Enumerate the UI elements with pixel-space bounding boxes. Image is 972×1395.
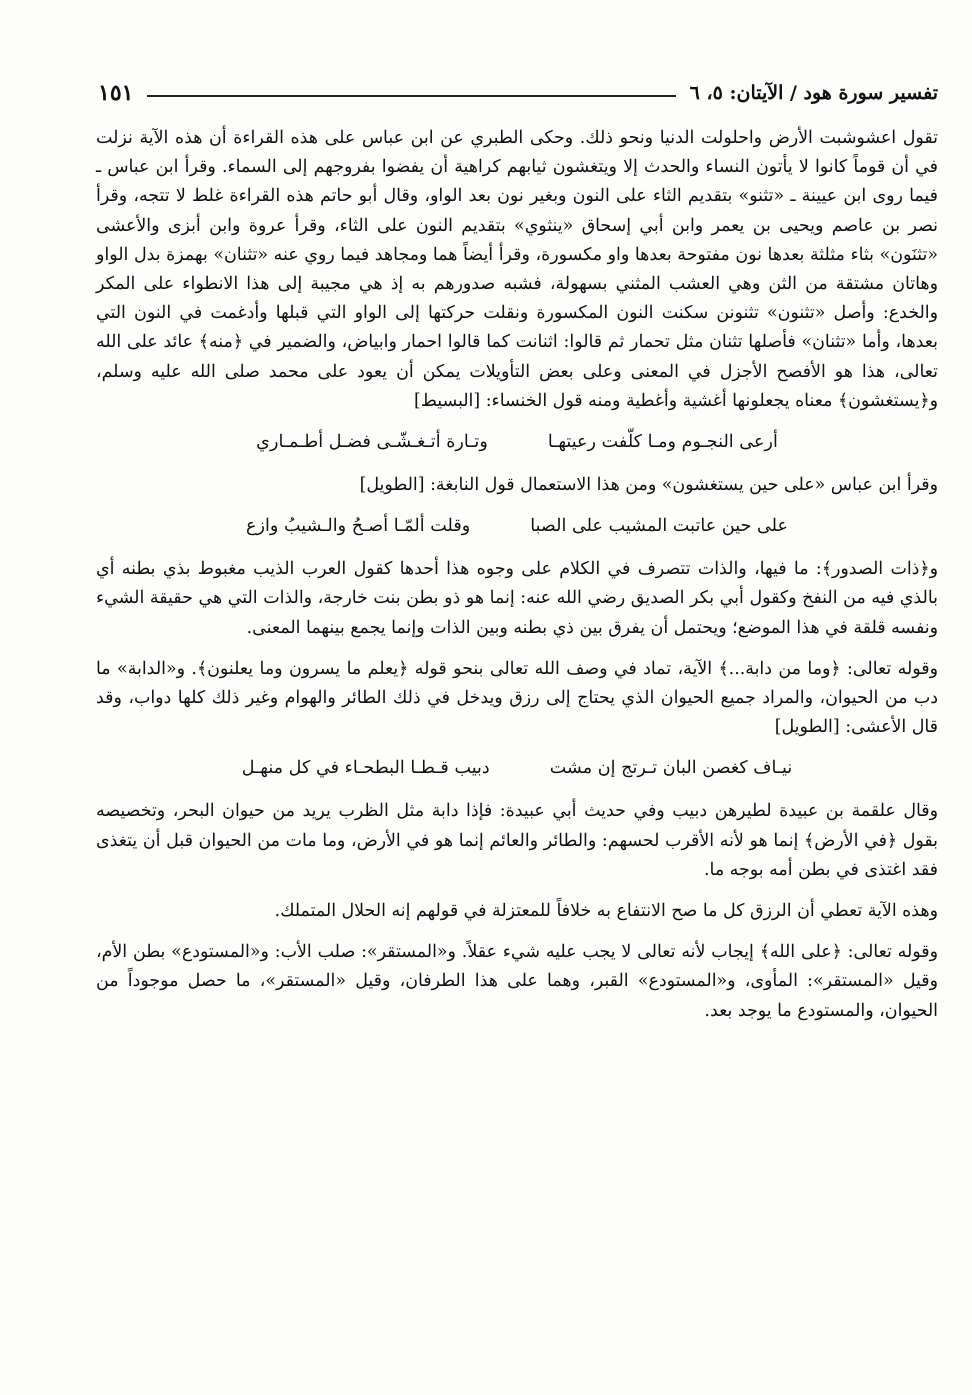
verse-3 [96,754,938,783]
document-page [96,76,938,1376]
verse-1-second-hemistich: وتـارة أتـغـشّـى فضـل أطـمـاري [256,432,488,453]
running-title: تفسير سورة هود / الآيتان: ٥، ٦ [689,82,938,104]
paragraph-5: وقال علقمة بن عبيدة لطيرهن دبيب وفي حديث أبي عبيدة: فإذا دابة مثل الظرب يريد من حيوان البحر، وتخصيصه بقول ﴿في الأرض﴾ إنما هو لأنه الأقرب لحسهم: والطائر والعائم إنما هو في الأرض، وما مات من الحيوان قبل أن يتغذى فقد اغتذى في بطن أمه بوجه ما. [96,801,938,880]
paragraph-2-text: وقرأ ابن عباس «على حين يستغشون» ومن هذا الاستعمال قول النابغة: [430,475,938,496]
header-rule [147,95,675,97]
page-body [96,124,938,1026]
meter-label-1: [البسيط] [413,390,481,411]
verse-2-first-hemistich: على حين عاتبت المشيب على الصبا [530,516,788,537]
verse-1-first-hemistich: أرعى النجـوم ومـا كلّفت رعيتهـا [547,432,778,453]
verse-3-second-hemistich: دبيب قـطـا البطحـاء في كل منهـل [241,758,490,779]
verse-1 [96,428,938,457]
verse-2-second-hemistich: وقلت ألمّـا أصـحُ والـشيبُ وازع [246,516,471,537]
verse-2 [96,512,938,541]
page-number: ١٥١ [98,80,134,106]
verse-3-first-hemistich: نيـاف كغصن البان تـرتج إن مشت [549,758,793,779]
paragraph-2 [96,471,938,500]
page-header [96,76,938,110]
paragraph-6: وهذه الآية تعطي أن الرزق كل ما صح الانتفاع به خلافاً للمعتزلة في قولهم إنه الحلال المتملك. [274,901,938,922]
paragraph-4-text: وقوله تعالى: ﴿وما من دابة...﴾ الآية، تماد في وصف الله تعالى بنحو قوله ﴿يعلم ما يسرون وما يعلنون﴾. و«الدابة» ما دب من الحيوان، والمراد جميع الحيوان الذي يحتاج إلى رزق ويدخل في ذلك الطائر والهوام وغير ذلك كلها دواب، وقد قال الأعشى: [96,658,938,738]
paragraph-7: وقوله تعالى: ﴿على الله﴾ إيجاب لأنه تعالى لا يجب عليه شيء عقلاً. و«المستقر»: صلب الأب: و«المستودع» بطن الأم، وقيل «المستقر»: المأوى، و«المستودع» القبر، وهما على هذا الطرفان، وقيل «المستقر»، ما حصل موجوداً من الحيوان، والمستودع ما يوجد بعد. [96,942,938,1021]
meter-label-2: [الطويل] [359,475,425,496]
paragraph-4 [96,655,938,743]
meter-label-3: [الطويل] [774,717,840,738]
paragraph-3: و﴿ذات الصدور﴾: ما فيها، والذات تتصرف في الكلام على وجوه هذا أحدها كقول العرب الذيب مغبوط بذي بطنه أي بالذي فيه من النفخ وكقول أبي بكر الصديق رضي الله عنه: إنما هو ذو بطن بنت خارجة، والذات التي هي حقيقة الشيء ونفسه قلقة في هذا الموضع؛ ويحتمل أن يفرق بين ذي بطنه وبين الذات وإنما يجمع بينهما المعنى. [96,559,938,638]
paragraph-1-text: تقول اعشوشبت الأرض واحلولت الدنيا ونحو ذلك. وحكى الطبري عن ابن عباس على هذه القراءة أن هذه الآية نزلت في أن قوماً كانوا لا يأتون النساء والحدث إلا ويتغشون ثيابهم كراهية أن يفضوا بفروجهم إلى السماء. وقرأ ابن عباس ـ فيما روى ابن عيينة ـ «تثنو» بتقديم الثاء على النون وبغير نون بعد الواو، وقال أبو حاتم هذه القراءة غلط لا تتجه، وقرأ نصر بن عاصم ويحيى بن يعمر وابن أبي إسحاق «ينثوي» بتقديم النون على الثاء، وقرأ عروة وابن أبزى والأعشى «تثنَون» بثاء مثلثة بعدها نون مفتوحة بعدها واو مكسورة، وقرأ أيضاً هما ومجاهد فيما روي عنه «تثنان» بهمزة بدل الواو وهاتان مشتقة من الثن وهي العشب المثني بسهولة، فشبه صدورهم به إذ هي مجيبة إلى هذا الانطواء على المكر والخدع: وأصل «تثنون» تثنونن سكنت النون المكسورة ونقلت حركتها إلى الواو التي قبلها وأدغمت في النون التي بعدها، وأما «تثنان» فأصلها تثنان مثل تحمار ثم قالوا: اثنانت كما قالوا احمار وابياض، والضمير في ﴿منه﴾ عائد على الله تعالى، هذا هو الأفصح الأجزل في المعنى وعلى بعض التأويلات يمكن أن يعود على محمد صلى الله عليه وسلم، و﴿يستغشون﴾ معناه يجعلونها أغشية وأغطية ومنه قول الخنساء: [96,128,938,411]
paragraph-1 [96,124,938,416]
